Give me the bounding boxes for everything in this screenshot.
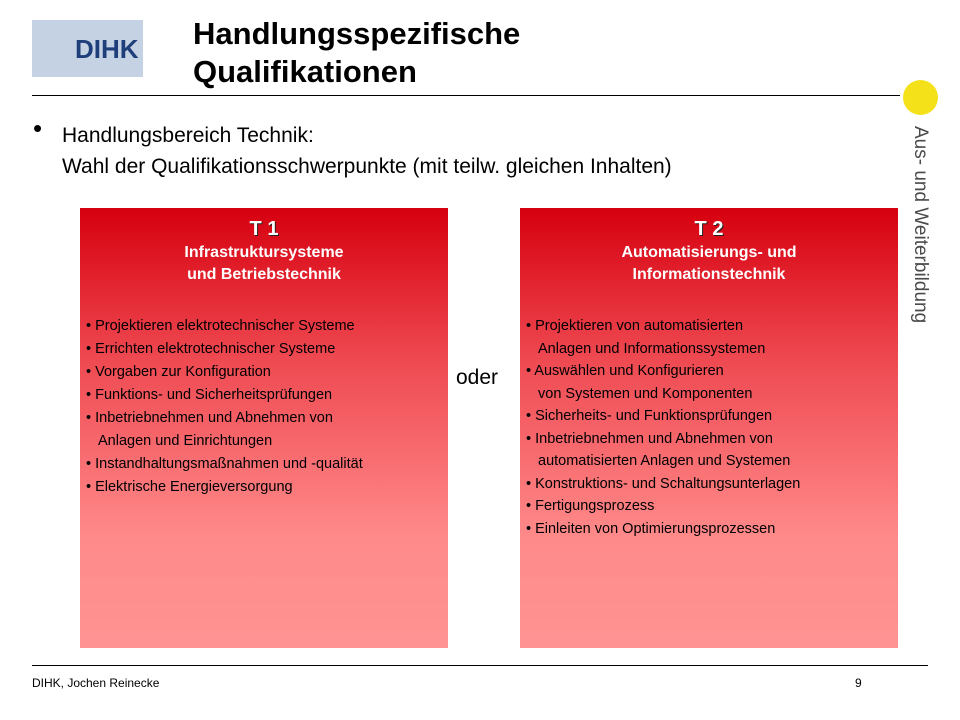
list-item: • Einleiten von Optimierungsprozessen: [526, 520, 776, 537]
list-item: • Sicherheits- und Funktionsprüfungen: [526, 408, 773, 424]
box-name-line-2: Informationstechnik: [632, 266, 786, 283]
list-item: • Errichten elektrotechnischer Systeme: [86, 341, 336, 357]
side-label-text: Aus- und Weiterbildung: [910, 126, 931, 324]
footer-author: DIHK, Jochen Reinecke: [32, 676, 160, 690]
box-t2: [520, 208, 898, 648]
page-number: 9: [855, 676, 862, 690]
footer-divider: [32, 665, 928, 666]
list-item: • Instandhaltungsmaßnahmen und -qualität: [86, 456, 363, 472]
bullet-line-1: Handlungsbereich Technik:: [62, 124, 314, 147]
box-code: T 2: [694, 218, 724, 240]
box-name-line-1: Infrastruktursysteme: [184, 244, 344, 261]
title-line-2: Qualifikationen: [193, 54, 417, 89]
box-list: [520, 315, 898, 540]
list-item: • Vorgaben zur Konfiguration: [86, 364, 271, 380]
list-item: • Auswählen und Konfigurieren von Systemen und Komponenten: [526, 363, 753, 402]
dihk-logo: [32, 20, 143, 77]
list-item: • Inbetriebnehmen und Abnehmen von Anlagen und Einrichtungen: [86, 410, 333, 449]
bullet-line-2: Wahl der Qualifikationsschwerpunkte (mit teilw. gleichen Inhalten): [62, 155, 672, 178]
box-name-line-1: Automatisierungs- und: [621, 244, 797, 261]
box-code: T 1: [249, 218, 279, 240]
bullet-text: [62, 120, 672, 182]
box-t1: [80, 208, 448, 648]
list-item: • Fertigungsprozess: [526, 498, 655, 514]
list-item: • Projektieren elektrotechnischer Systeme: [86, 318, 355, 334]
sun-dot-icon: [903, 80, 938, 115]
slide-title: [193, 15, 520, 91]
title-line-1: Handlungsspezifische: [193, 16, 521, 51]
list-item: • Inbetriebnehmen und Abnehmen von automatisierten Anlagen und Systemen: [526, 430, 791, 469]
oder-label: oder: [456, 366, 499, 389]
list-item: • Projektieren von automatisierten Anlagen und Informationssystemen: [526, 318, 766, 357]
list-item: • Konstruktions- und Schaltungsunterlagen: [526, 475, 801, 492]
box-list: [80, 315, 448, 499]
logo-text: DIHK: [75, 34, 139, 64]
title-divider: [32, 95, 900, 96]
box-name-line-2: und Betriebstechnik: [187, 266, 341, 283]
list-item: • Elektrische Energieversorgung: [86, 479, 293, 495]
list-item: • Funktions- und Sicherheitsprüfungen: [86, 387, 333, 403]
bullet-icon: •: [33, 113, 43, 143]
